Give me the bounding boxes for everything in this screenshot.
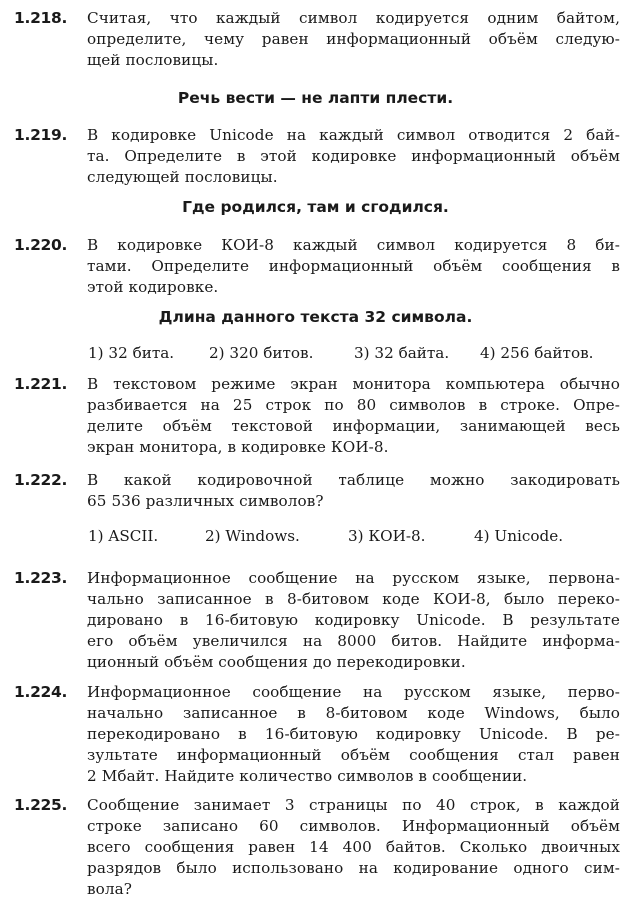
text-line: тами. Определите информационный объём сообщения в bbox=[87, 257, 620, 275]
text-line: 65 536 различных символов? bbox=[87, 492, 324, 510]
problem-1-221 bbox=[14, 374, 620, 458]
text-line: В текстовом режиме экран монитора компьютера обычно bbox=[87, 375, 620, 393]
problem-text bbox=[87, 235, 620, 298]
problem-text bbox=[87, 795, 620, 900]
problem-number: 1.223. bbox=[14, 569, 68, 587]
answer-option: 3) КОИ-8. bbox=[348, 527, 426, 545]
text-line: Информационное сообщение на русском языке, первона- bbox=[87, 569, 620, 587]
answer-option: 2) Windows. bbox=[205, 527, 300, 545]
text-line: вола? bbox=[87, 880, 133, 898]
answer-options bbox=[0, 526, 631, 547]
text-line: В кодировке Unicode на каждый символ отводится 2 бай- bbox=[87, 126, 620, 144]
text-line: его объём увеличился на 8000 битов. Найдите информа- bbox=[87, 632, 620, 650]
answer-option: 3) 32 байта. bbox=[354, 344, 450, 362]
problem-text bbox=[87, 682, 620, 787]
text-line: чально записанное в 8-битовом коде КОИ-8, было переко- bbox=[87, 590, 620, 608]
text-line: Считая, что каждый символ кодируется одним байтом, bbox=[87, 9, 620, 27]
proverb: Где родился, там и сгодился. bbox=[182, 198, 449, 216]
text-line: строке записано 60 символов. Информационный объём bbox=[87, 817, 620, 835]
problem-1-220 bbox=[14, 235, 620, 298]
answer-option: 4) 256 байтов. bbox=[480, 344, 594, 362]
text-line: делите объём текстовой информации, занимающей весь bbox=[87, 417, 620, 435]
answer-option: 4) Unicode. bbox=[474, 527, 564, 545]
problem-number: 1.225. bbox=[14, 796, 68, 814]
problem-text bbox=[87, 470, 620, 512]
problem-number: 1.222. bbox=[14, 471, 68, 489]
problem-text bbox=[87, 125, 620, 188]
text-line: ционный объём сообщения до перекодировки. bbox=[87, 653, 466, 671]
text-line: Информационное сообщение на русском языке, перво- bbox=[87, 683, 620, 701]
text-line: В какой кодировочной таблице можно закодировать bbox=[87, 471, 620, 489]
text-line: та. Определите в этой кодировке информационный объём bbox=[87, 147, 620, 165]
text-line: Сообщение занимает 3 страницы по 40 строк, в каждой bbox=[87, 796, 620, 814]
text-line: В кодировке КОИ-8 каждый символ кодируется 8 би- bbox=[87, 236, 620, 254]
text-line: начально записанное в 8-битовом коде Windows, было bbox=[87, 704, 620, 722]
text-line: всего сообщения равен 14 400 байтов. Сколько двоичных bbox=[87, 838, 620, 856]
problem-number: 1.220. bbox=[14, 236, 68, 254]
problem-number: 1.219. bbox=[14, 126, 68, 144]
text-line: разбивается на 25 строк по 80 символов в строке. Опре- bbox=[87, 396, 620, 414]
text-line: разрядов было использовано на кодирование одного сим- bbox=[87, 859, 620, 877]
proverb: Речь вести — не лапти плести. bbox=[177, 89, 454, 107]
problem-1-219 bbox=[14, 125, 620, 188]
problem-1-224 bbox=[14, 682, 620, 787]
text-line: 2 Мбайт. Найдите количество символов в сообщении. bbox=[87, 767, 528, 785]
message-text: Длина данного текста 32 символа. bbox=[158, 308, 473, 326]
text-line: этой кодировке. bbox=[87, 278, 219, 296]
problem-number: 1.218. bbox=[14, 9, 68, 27]
text-line: дировано в 16-битовую кодировку Unicode. В результате bbox=[87, 611, 620, 629]
text-line: перекодировано в 16-битовую кодировку Unicode. В ре- bbox=[87, 725, 620, 743]
problem-number: 1.221. bbox=[14, 375, 68, 393]
text-line: зультате информационный объём сообщения стал равен bbox=[87, 746, 620, 764]
answer-option: 1) ASCII. bbox=[88, 527, 159, 545]
answer-option: 2) 320 битов. bbox=[209, 344, 314, 362]
problem-text bbox=[87, 568, 620, 673]
answer-options bbox=[0, 343, 631, 364]
problem-number: 1.224. bbox=[14, 683, 68, 701]
problem-1-225 bbox=[14, 795, 620, 900]
answer-option: 1) 32 бита. bbox=[88, 344, 175, 362]
problem-1-223 bbox=[14, 568, 620, 673]
text-line: щей пословицы. bbox=[87, 51, 219, 69]
text-line: следующей пословицы. bbox=[87, 168, 278, 186]
text-line: определите, чему равен информационный объём следую- bbox=[87, 30, 620, 48]
text-line: экран монитора, в кодировке КОИ-8. bbox=[87, 438, 389, 456]
problem-1-222 bbox=[14, 470, 620, 512]
problem-text bbox=[87, 374, 620, 458]
problem-text bbox=[87, 8, 620, 71]
problem-1-218 bbox=[14, 8, 620, 71]
